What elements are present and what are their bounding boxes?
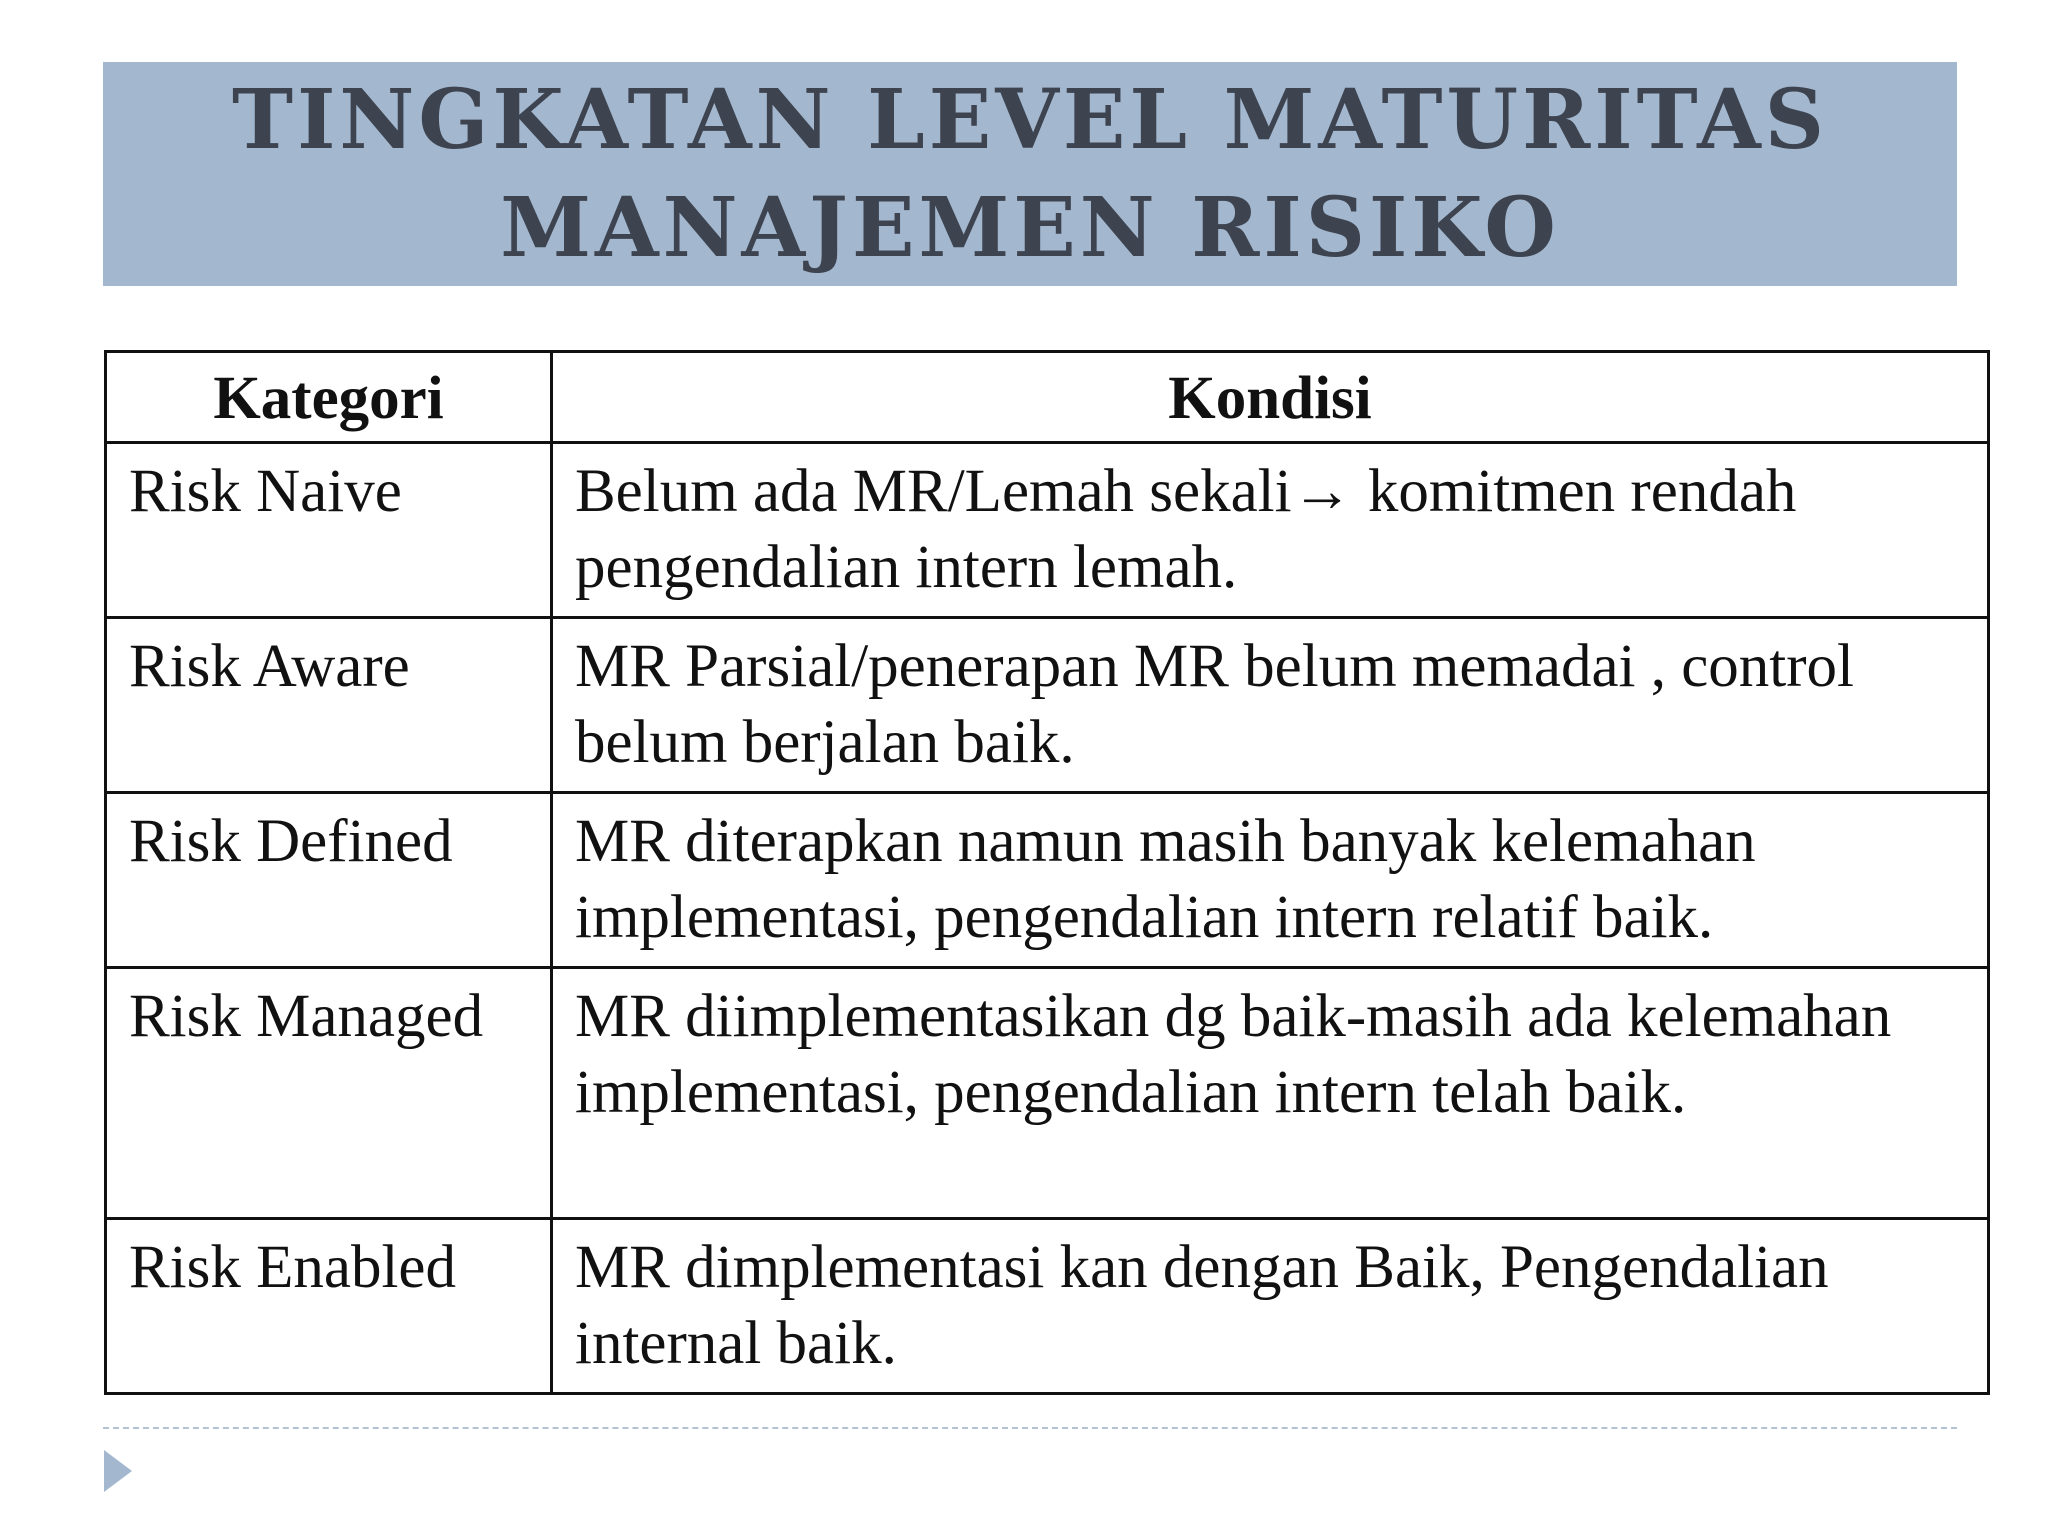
title-banner [103,62,1957,286]
maturity-table [104,350,1990,1395]
table-row [106,793,1989,968]
kondisi-cell: Belum ada MR/Lemah sekali→ komitmen rendah pengendalian intern lemah. [552,443,1989,618]
column-header-kategori: Kategori [106,352,552,443]
kondisi-cell: MR dimplementasi kan dengan Baik, Pengendalian internal baik. [552,1219,1989,1394]
table-header-row [106,352,1989,443]
kategori-cell: Risk Enabled [106,1219,552,1394]
footer-divider [103,1427,1957,1429]
table-row [106,443,1989,618]
kondisi-cell: MR diterapkan namun masih banyak kelemahan implementasi, pengendalian intern relatif baik. [552,793,1989,968]
table-row [106,618,1989,793]
column-header-kondisi: Kondisi [552,352,1989,443]
slide-title-line-2: MANAJEMEN RISIKO [500,180,1560,276]
kategori-cell: Risk Defined [106,793,552,968]
table-row [106,968,1989,1219]
kategori-cell: Risk Aware [106,618,552,793]
table-row [106,1219,1989,1394]
kategori-cell: Risk Managed [106,968,552,1219]
slide-title-line-1: TINGKATAN LEVEL MATURITAS [232,72,1828,168]
play-triangle-icon [104,1450,132,1492]
kategori-cell: Risk Naive [106,443,552,618]
kondisi-cell: MR diimplementasikan dg baik-masih ada kelemahan implementasi, pengendalian intern telah baik. [552,968,1989,1219]
kondisi-cell: MR Parsial/penerapan MR belum memadai , control belum berjalan baik. [552,618,1989,793]
